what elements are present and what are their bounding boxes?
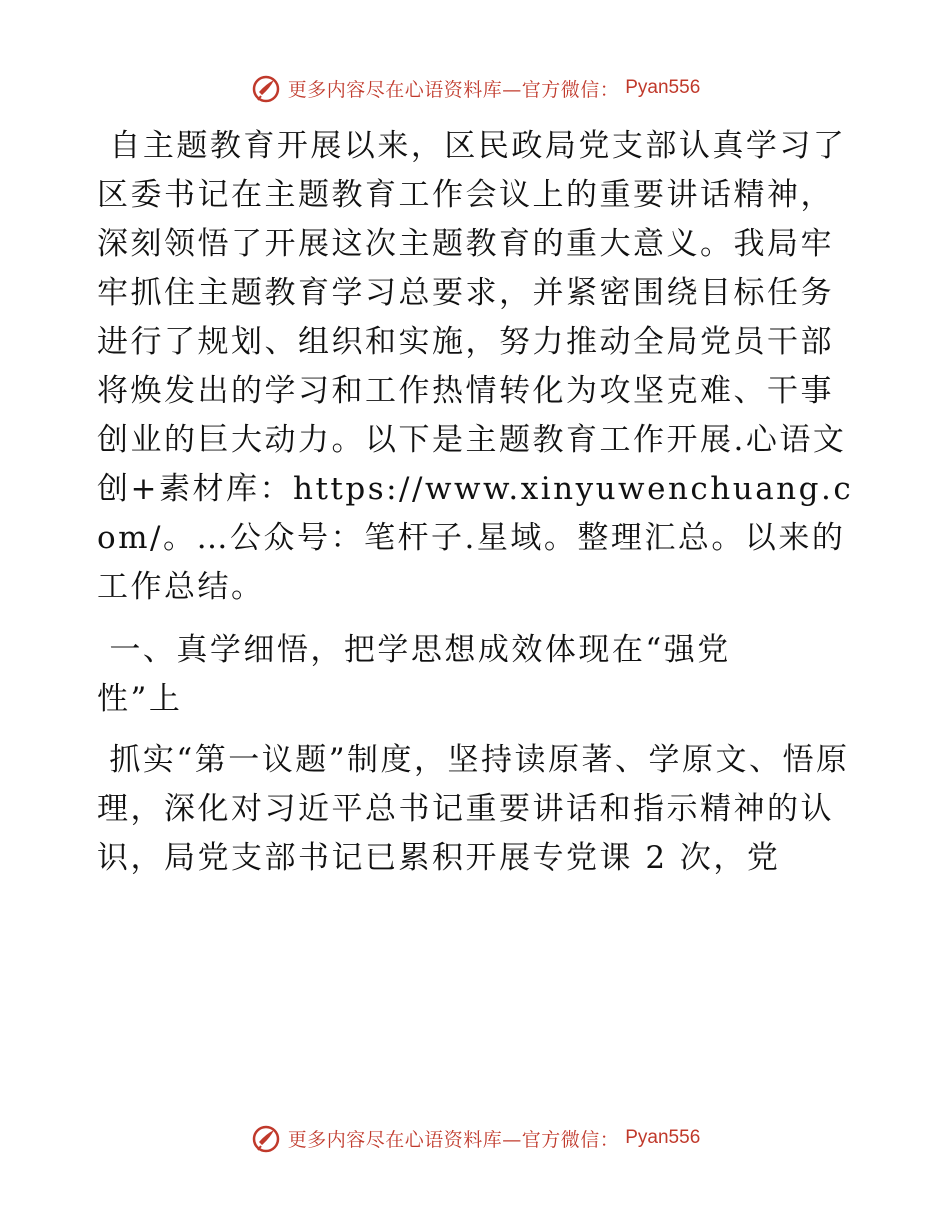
section-paragraph: 抓实“第一议题”制度，坚持读原著、学原文、悟原理，深化对习近平总书记重要讲话和指示精神的认识，局党支部书记已累积开展专党课 2 次，党 <box>97 742 850 876</box>
book-quill-logo-icon <box>250 1122 282 1154</box>
header-watermark-banner <box>0 72 950 104</box>
watermark-text: 更多内容尽在心语资料库—官方微信： <box>287 78 620 101</box>
book-quill-logo-icon <box>250 72 282 104</box>
section-heading: 一、真学细悟，把学思想成效体现在“强党性”上 <box>97 632 731 717</box>
intro-paragraph: 自主题教育开展以来，区民政局党支部认真学习了区委书记在主题教育工作会议上的重要讲话精神，深刻领悟了开展这次主题教育的重大意义。我局牢牢抓住主题教育学习总要求，并紧密围绕目标任务进行了规划、组织和实施，努力推动全局党员干部将焕发出的学习和工作热情转化为攻坚克难、干事创业的巨大动力。以下是主题教育工作开展.心语文创+素材库：https://www.xinyuwenchuang.com/。…公众号：笔杆子.星域。整理汇总。以来的工作总结。 <box>97 128 854 605</box>
watermark-text: 更多内容尽在心语资料库—官方微信： <box>287 1128 620 1151</box>
watermark-wechat-id: Pyan556 <box>625 77 701 98</box>
watermark-wechat-id: Pyan556 <box>625 1127 701 1148</box>
footer-watermark-banner <box>0 1122 950 1154</box>
document-body <box>97 122 857 883</box>
